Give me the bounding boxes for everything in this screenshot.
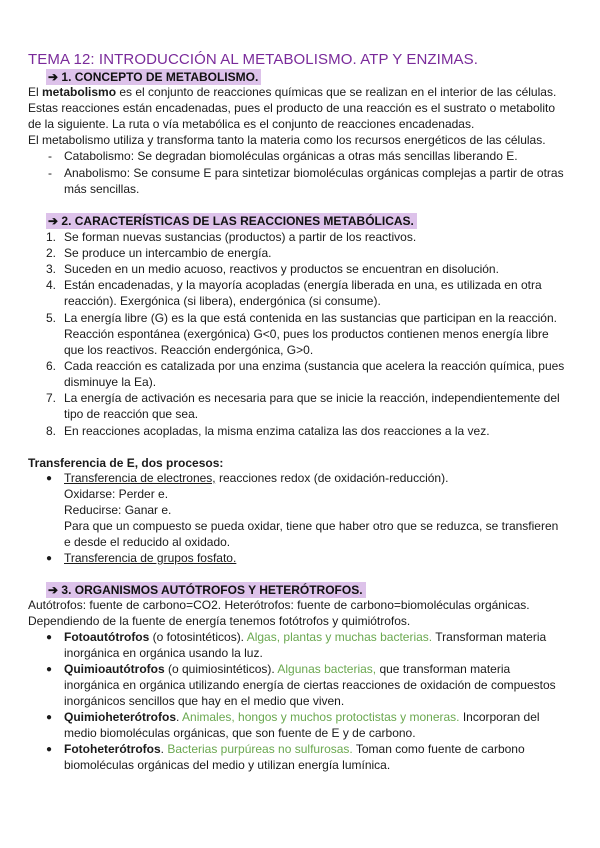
list-item: Están encadenadas, y la mayoría acopladas (energía liberada en una, es utilizada en otra (64, 278, 542, 292)
list-item-cont: disminuye la Ea). (64, 375, 157, 389)
page-title: TEMA 12: INTRODUCCIÓN AL METABOLISMO. ATP Y ENZIMAS. (28, 51, 479, 68)
item-fotoheterotrofos: Fotoheterótrofos. Bacterias purpúreas no sulfurosas. Toman como fuente de carbono (64, 742, 525, 756)
arrow-icon: ➔ (48, 214, 59, 228)
section-heading-2 (46, 214, 417, 228)
arrow-icon: ➔ (48, 70, 59, 84)
section-heading-highlight (46, 582, 366, 598)
paragraph-line: de la siguiente. La ruta o vía metabólica es el conjunto de reacciones encadenadas. (28, 117, 475, 131)
list-item-cont: tipo de reacción que sea. (64, 407, 199, 421)
list-item: La energía libre (G) es la que está contenida en las sustancias que participan en la reacción. (64, 311, 557, 325)
list-number: 6. (46, 359, 57, 373)
paragraph-line: Estas reacciones están encadenadas, pues el producto de una reacción es el sustrato o metabolito (28, 101, 555, 115)
bullet-marker: ● (46, 632, 53, 643)
dash-marker: - (48, 166, 52, 180)
paragraph-line: Para que un compuesto se pueda oxidar, tiene que haber otro que se reduzca, se transfieren (64, 519, 559, 533)
dash-marker: - (48, 149, 52, 163)
list-number: 7. (46, 391, 57, 405)
list-item: Cada reacción es catalizada por una enzima (sustancia que acelera la reacción química, pues (64, 359, 565, 373)
section-heading-highlight (46, 213, 417, 229)
section-heading-1 (46, 70, 261, 84)
list-item-catabolismo: Catabolismo: Se degradan biomoléculas orgánicas a otras más sencillas liberando E. (64, 149, 518, 163)
list-item: Se forman nuevas sustancias (productos) a partir de los reactivos. (64, 230, 417, 244)
list-item: Suceden en un medio acuoso, reactivos y productos se encuentran en disolución. (64, 262, 499, 276)
list-item-cont: Reacción espontánea (exergónica) G<0, pues los productos contienen menos energía libre (64, 327, 549, 341)
bullet-marker: ● (46, 473, 53, 484)
bullet-marker: ● (46, 744, 53, 755)
list-number: 3. (46, 262, 57, 276)
list-number: 1. (46, 230, 57, 244)
list-item-anabolismo-cont: más sencillas. (64, 182, 140, 196)
item-cont: inorgánica en orgánica utilizando energía de ciertas reacciones de oxidación de compuestos (64, 678, 556, 692)
section-heading-highlight (46, 69, 261, 85)
list-item-cont: que los reactivos. Reacción endergónica, G>0. (64, 343, 314, 357)
list-item: En reacciones acopladas, la misma enzima cataliza las dos reacciones a la vez. (64, 424, 490, 438)
arrow-icon: ➔ (48, 583, 59, 597)
transfer-item-fosfato (64, 551, 236, 566)
paragraph-line: Oxidarse: Perder e. (64, 487, 169, 501)
paragraph-line: El metabolismo utiliza y transforma tanto la materia como los recursos energéticos de las células. (28, 133, 546, 147)
item-cont: inorgánicos sencillos que hay en el medio que viven. (64, 694, 345, 708)
list-number: 5. (46, 311, 57, 325)
paragraph-line: Dependiendo de la fuente de energía tenemos fotótrofos y quimiótrofos. (28, 614, 411, 628)
section-heading-label: 3. ORGANISMOS AUTÓTROFOS Y HETERÓTROFOS. (61, 583, 363, 597)
transfer-heading: Transferencia de E, dos procesos: (28, 456, 224, 470)
bullet-marker: ● (46, 553, 53, 564)
item-cont: inorgánica en orgánica usando la luz. (64, 646, 263, 660)
section-heading-3 (46, 583, 366, 597)
item-fotoautotrofos: Fotoautótrofos (o fotosintéticos). Algas, plantas y muchas bacterias. Transforman materia (64, 630, 547, 644)
bullet-marker: ● (46, 712, 53, 723)
list-item-cont: reacción). Exergónica (si libera), endergónica (si consume). (64, 294, 381, 308)
list-number: 8. (46, 424, 57, 438)
list-item-anabolismo: Anabolismo: Se consume E para sintetizar biomoléculas orgánicas complejas a partir de otras (64, 166, 564, 180)
electron-transfer-link[interactable]: Transferencia de electrones, (64, 471, 216, 485)
item-quimioautotrofos: Quimioautótrofos (o quimiosintéticos). Algunas bacterias, que transforman materia (64, 662, 511, 676)
transfer-item-electrones: Transferencia de electrones, reacciones redox (de oxidación-reducción). (64, 471, 449, 485)
phosphate-transfer-link[interactable]: Transferencia de grupos fosfato. (64, 551, 237, 565)
paragraph-line: Reducirse: Ganar e. (64, 503, 172, 517)
paragraph-line: e desde el reducido al oxidado. (64, 535, 231, 549)
list-item: La energía de activación es necesaria para que se inicie la reacción, independientemente del (64, 391, 560, 405)
list-item: Se produce un intercambio de energía. (64, 246, 272, 260)
section-heading-label: 2. CARACTERÍSTICAS DE LAS REACCIONES METABÓLICAS. (61, 214, 414, 228)
paragraph-line: Autótrofos: fuente de carbono=CO2. Heterótrofos: fuente de carbono=biomoléculas orgánicas. (28, 598, 530, 612)
bullet-marker: ● (46, 664, 53, 675)
item-quimioheterotrofos: Quimioheterótrofos. Animales, hongos y muchos protoctistas y moneras. Incorporan del (64, 710, 540, 724)
term-metabolismo: metabolismo (42, 85, 117, 99)
list-number: 2. (46, 246, 57, 260)
item-cont: biomoléculas orgánicas del medio y utilizan energía lumínica. (64, 758, 391, 772)
section-heading-label: 1. CONCEPTO DE METABOLISMO. (61, 70, 259, 84)
paragraph-line: El metabolismo es el conjunto de reacciones químicas que se realizan en el interior de las células. (28, 85, 557, 99)
item-cont: medio biomoléculas orgánicas, que son fuente de E y de carbono. (64, 726, 416, 740)
list-number: 4. (46, 278, 57, 292)
